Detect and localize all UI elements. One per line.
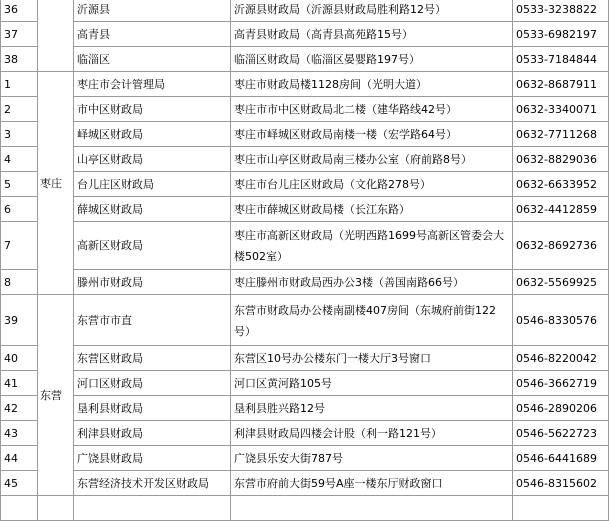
office-address: 枣庄市台儿庄区财政局（文化路278号）: [231, 172, 513, 197]
phone-number: [513, 496, 609, 521]
department-name: 沂源县: [74, 0, 231, 22]
office-address: 枣庄市薛城区财政局楼（长江东路）: [231, 197, 513, 222]
row-number: [1, 496, 38, 521]
department-name: 垦利县财政局: [74, 396, 231, 421]
table-row: [1, 72, 609, 97]
table-row: [1, 97, 609, 122]
phone-number: 0632-7711268: [513, 122, 609, 147]
department-name: 临淄区: [74, 47, 231, 72]
department-name: 台儿庄区财政局: [74, 172, 231, 197]
row-number: 43: [1, 421, 38, 446]
phone-number: 0632-8687911: [513, 72, 609, 97]
office-address: 东营市府前大街59号A座一楼东厅财政窗口: [231, 471, 513, 496]
table-row: [1, 172, 609, 197]
office-address: 临淄区财政局（临淄区晏婴路197号）: [231, 47, 513, 72]
phone-number: 0632-8692736: [513, 222, 609, 270]
row-number: 40: [1, 346, 38, 371]
phone-number: 0546-5622723: [513, 421, 609, 446]
office-address: 枣庄滕州市财政局西办公3楼（善国南路66号）: [231, 270, 513, 295]
office-address: 枣庄市高新区财政局（光明西路1699号高新区管委会大楼502室）: [231, 222, 513, 270]
city-group-cell: [38, 0, 74, 72]
row-number: 1: [1, 72, 38, 97]
table-row: [1, 122, 609, 147]
office-address: 枣庄市峄城区财政局南楼一楼（宏学路64号）: [231, 122, 513, 147]
phone-number: 0546-2890206: [513, 396, 609, 421]
office-address: 河口区黄河路105号: [231, 371, 513, 396]
row-number: 44: [1, 446, 38, 471]
row-number: 41: [1, 371, 38, 396]
department-name: 东营区财政局: [74, 346, 231, 371]
table-body: [1, 0, 609, 521]
row-number: 36: [1, 0, 38, 22]
department-name: [74, 496, 231, 521]
table-row: [1, 295, 609, 346]
office-address: 枣庄市财政局楼1128房间（光明大道）: [231, 72, 513, 97]
table-row: [1, 496, 609, 521]
row-number: 8: [1, 270, 38, 295]
table-row: [1, 421, 609, 446]
table-row: [1, 197, 609, 222]
row-number: 2: [1, 97, 38, 122]
row-number: 37: [1, 22, 38, 47]
city-group-cell: 东营: [38, 295, 74, 496]
row-number: 3: [1, 122, 38, 147]
office-address: 广饶县乐安大街787号: [231, 446, 513, 471]
office-address: 枣庄市市中区财政局北二楼（建华路线42号）: [231, 97, 513, 122]
department-name: 高青县: [74, 22, 231, 47]
phone-number: 0533-6982197: [513, 22, 609, 47]
table-row: [1, 270, 609, 295]
row-number: 6: [1, 197, 38, 222]
office-address: 利津县财政局四楼会计股（利一路121号）: [231, 421, 513, 446]
table-row: [1, 396, 609, 421]
row-number: 7: [1, 222, 38, 270]
phone-number: 0632-8829036: [513, 147, 609, 172]
table-row: [1, 446, 609, 471]
phone-number: 0533-3238822: [513, 0, 609, 22]
office-address: [231, 496, 513, 521]
row-number: 4: [1, 147, 38, 172]
department-name: 滕州市财政局: [74, 270, 231, 295]
office-address: 沂源县财政局（沂源县财政局胜利路12号）: [231, 0, 513, 22]
row-number: 42: [1, 396, 38, 421]
table-row: [1, 222, 609, 270]
phone-number: 0533-7184844: [513, 47, 609, 72]
phone-number: 0632-6633952: [513, 172, 609, 197]
row-number: 5: [1, 172, 38, 197]
table-row: [1, 47, 609, 72]
office-address: 垦利县胜兴路12号: [231, 396, 513, 421]
department-name: 高新区财政局: [74, 222, 231, 270]
department-name: 东营市市直: [74, 295, 231, 346]
phone-number: 0546-8220042: [513, 346, 609, 371]
row-number: 38: [1, 47, 38, 72]
department-name: 广饶县财政局: [74, 446, 231, 471]
department-name: 薛城区财政局: [74, 197, 231, 222]
table-row: [1, 22, 609, 47]
department-name: 山亭区财政局: [74, 147, 231, 172]
city-group-cell: 枣庄: [38, 72, 74, 295]
department-name: 枣庄市会计管理局: [74, 72, 231, 97]
office-address: 东营区10号办公楼东门一楼大厅3号窗口: [231, 346, 513, 371]
city-group-cell: [38, 496, 74, 521]
row-number: 45: [1, 471, 38, 496]
office-address: 高青县财政局（高青县高苑路15号）: [231, 22, 513, 47]
department-name: 河口区财政局: [74, 371, 231, 396]
phone-number: 0546-8315602: [513, 471, 609, 496]
row-number: 39: [1, 295, 38, 346]
phone-number: 0546-8330576: [513, 295, 609, 346]
table-row: [1, 371, 609, 396]
table-row: [1, 147, 609, 172]
table-row: [1, 0, 609, 22]
phone-number: 0632-5569925: [513, 270, 609, 295]
department-name: 利津县财政局: [74, 421, 231, 446]
table-row: [1, 471, 609, 496]
phone-number: 0546-6441689: [513, 446, 609, 471]
phone-number: 0632-3340071: [513, 97, 609, 122]
department-name: 东营经济技术开发区财政局: [74, 471, 231, 496]
department-name: 市中区财政局: [74, 97, 231, 122]
department-name: 峄城区财政局: [74, 122, 231, 147]
phone-number: 0546-3662719: [513, 371, 609, 396]
office-address: 东营市财政局办公楼南副楼407房间（东城府前街122号）: [231, 295, 513, 346]
phone-number: 0632-4412859: [513, 197, 609, 222]
office-address: 枣庄市山亭区财政局南三楼办公室（府前路8号）: [231, 147, 513, 172]
table-row: [1, 346, 609, 371]
